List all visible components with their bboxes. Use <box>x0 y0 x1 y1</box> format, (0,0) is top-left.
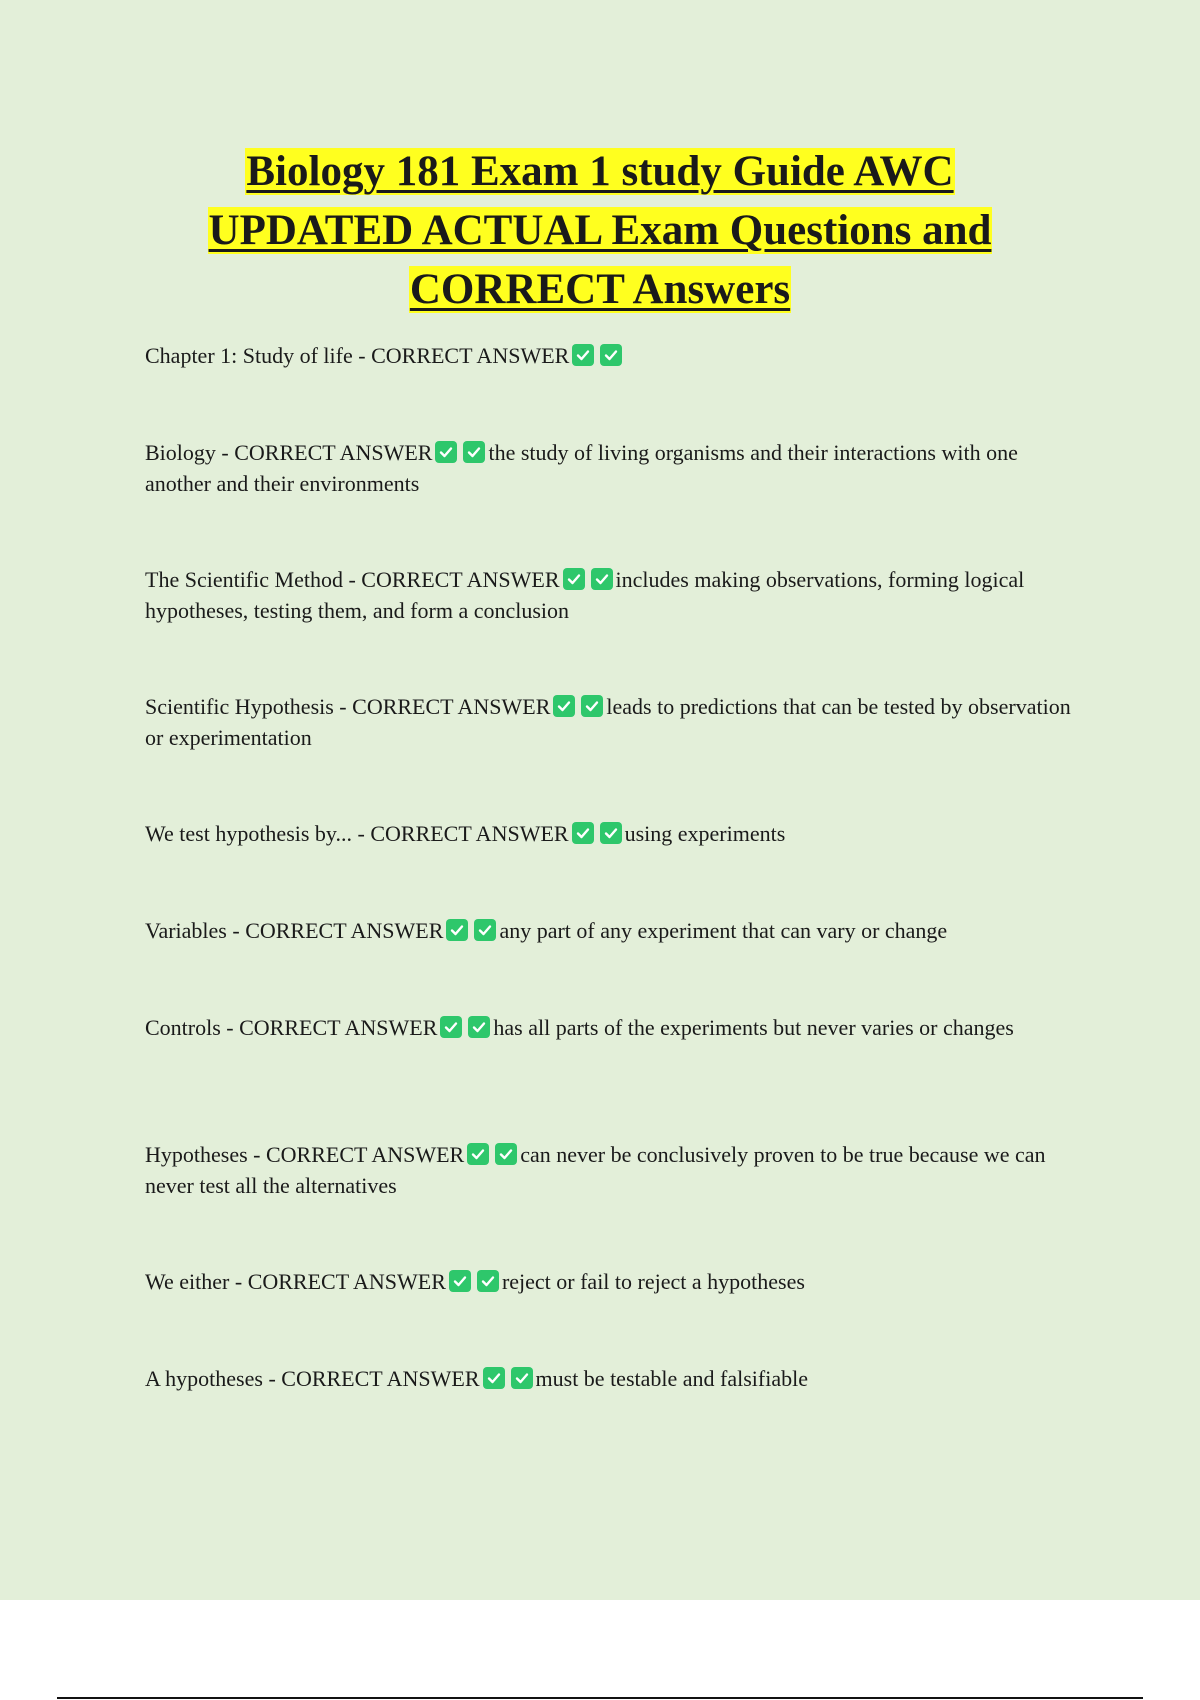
qa-term: Biology - <box>145 440 235 465</box>
qa-answer: leads to predictions that can be tested by observation or experimentation <box>145 694 1071 750</box>
qa-term: We either - <box>145 1269 248 1294</box>
check-mark-button-icon <box>467 1143 489 1165</box>
correct-answer-marker: CORRECT ANSWER <box>371 343 570 368</box>
correct-answer-marker: CORRECT ANSWER <box>352 694 551 719</box>
qa-entry <box>145 1012 1075 1043</box>
check-mark-button-icon <box>440 1016 462 1038</box>
correct-answer-marker: CORRECT ANSWER <box>239 1015 438 1040</box>
qa-answer: any part of any experiment that can vary or change <box>499 918 948 943</box>
qa-term: Controls - <box>145 1015 240 1040</box>
check-mark-button-icon <box>483 1367 505 1389</box>
qa-entry <box>145 340 1075 371</box>
correct-answer-marker: CORRECT ANSWER <box>234 440 433 465</box>
correct-answer-marker: CORRECT ANSWER <box>247 1269 446 1294</box>
qa-term: A hypotheses - <box>145 1366 282 1391</box>
correct-answer-marker: CORRECT ANSWER <box>265 1142 465 1167</box>
check-mark-button-icon <box>563 568 585 590</box>
title-line-1: Biology 181 Exam 1 study Guide AWC <box>246 148 954 195</box>
document-title <box>100 142 1100 319</box>
check-mark-button-icon <box>600 344 622 366</box>
check-mark-button-icon <box>600 822 622 844</box>
check-mark-button-icon <box>581 695 603 717</box>
check-mark-button-icon <box>511 1367 533 1389</box>
title-line-3: CORRECT Answers <box>409 266 791 313</box>
qa-term: Variables - <box>145 918 246 943</box>
qa-entry <box>145 1139 1075 1201</box>
correct-answer-marker: CORRECT ANSWER <box>370 821 569 846</box>
qa-entry <box>145 1363 1075 1394</box>
qa-answer: the study of living organisms and their interactions with one another and their environments <box>145 440 1018 496</box>
qa-answer: reject or fail to reject a hypotheses <box>501 1269 805 1294</box>
check-mark-button-icon <box>572 344 594 366</box>
footer-divider <box>57 1697 1143 1699</box>
check-mark-button-icon <box>468 1016 490 1038</box>
correct-answer-marker: CORRECT ANSWER <box>281 1366 480 1391</box>
qa-entry <box>145 818 1075 849</box>
qa-answer: has all parts of the experiments but never varies or changes <box>493 1015 1014 1040</box>
check-mark-button-icon <box>446 919 468 941</box>
qa-entry <box>145 1266 1075 1297</box>
check-mark-button-icon <box>572 822 594 844</box>
qa-term: Scientific Hypothesis - <box>145 694 353 719</box>
qa-answer: can never be conclusively proven to be true because we can never test all the alternatives <box>145 1142 1046 1198</box>
correct-answer-marker: CORRECT ANSWER <box>245 918 444 943</box>
title-line-2: UPDATED ACTUAL Exam Questions and <box>208 207 992 254</box>
check-mark-button-icon <box>591 568 613 590</box>
check-mark-button-icon <box>495 1143 517 1165</box>
qa-term: Chapter 1: Study of life - <box>145 343 372 368</box>
qa-entry <box>145 437 1075 499</box>
qa-answer: includes making observations, forming logical hypotheses, testing them, and form a conclusion <box>145 567 1025 623</box>
correct-answer-marker: CORRECT ANSWER <box>361 567 560 592</box>
qa-term: Hypotheses - <box>145 1142 266 1167</box>
check-mark-button-icon <box>477 1270 499 1292</box>
check-mark-button-icon <box>449 1270 471 1292</box>
qa-entry <box>145 691 1075 753</box>
qa-entry <box>145 915 1075 946</box>
qa-entry <box>145 564 1075 626</box>
check-mark-button-icon <box>435 441 457 463</box>
check-mark-button-icon <box>463 441 485 463</box>
check-mark-button-icon <box>553 695 575 717</box>
qa-term: The Scientific Method - <box>145 567 362 592</box>
qa-answer: using experiments <box>624 821 786 846</box>
check-mark-button-icon <box>474 919 496 941</box>
qa-answer: must be testable and falsifiable <box>535 1366 808 1391</box>
qa-term: We test hypothesis by... - <box>145 821 371 846</box>
